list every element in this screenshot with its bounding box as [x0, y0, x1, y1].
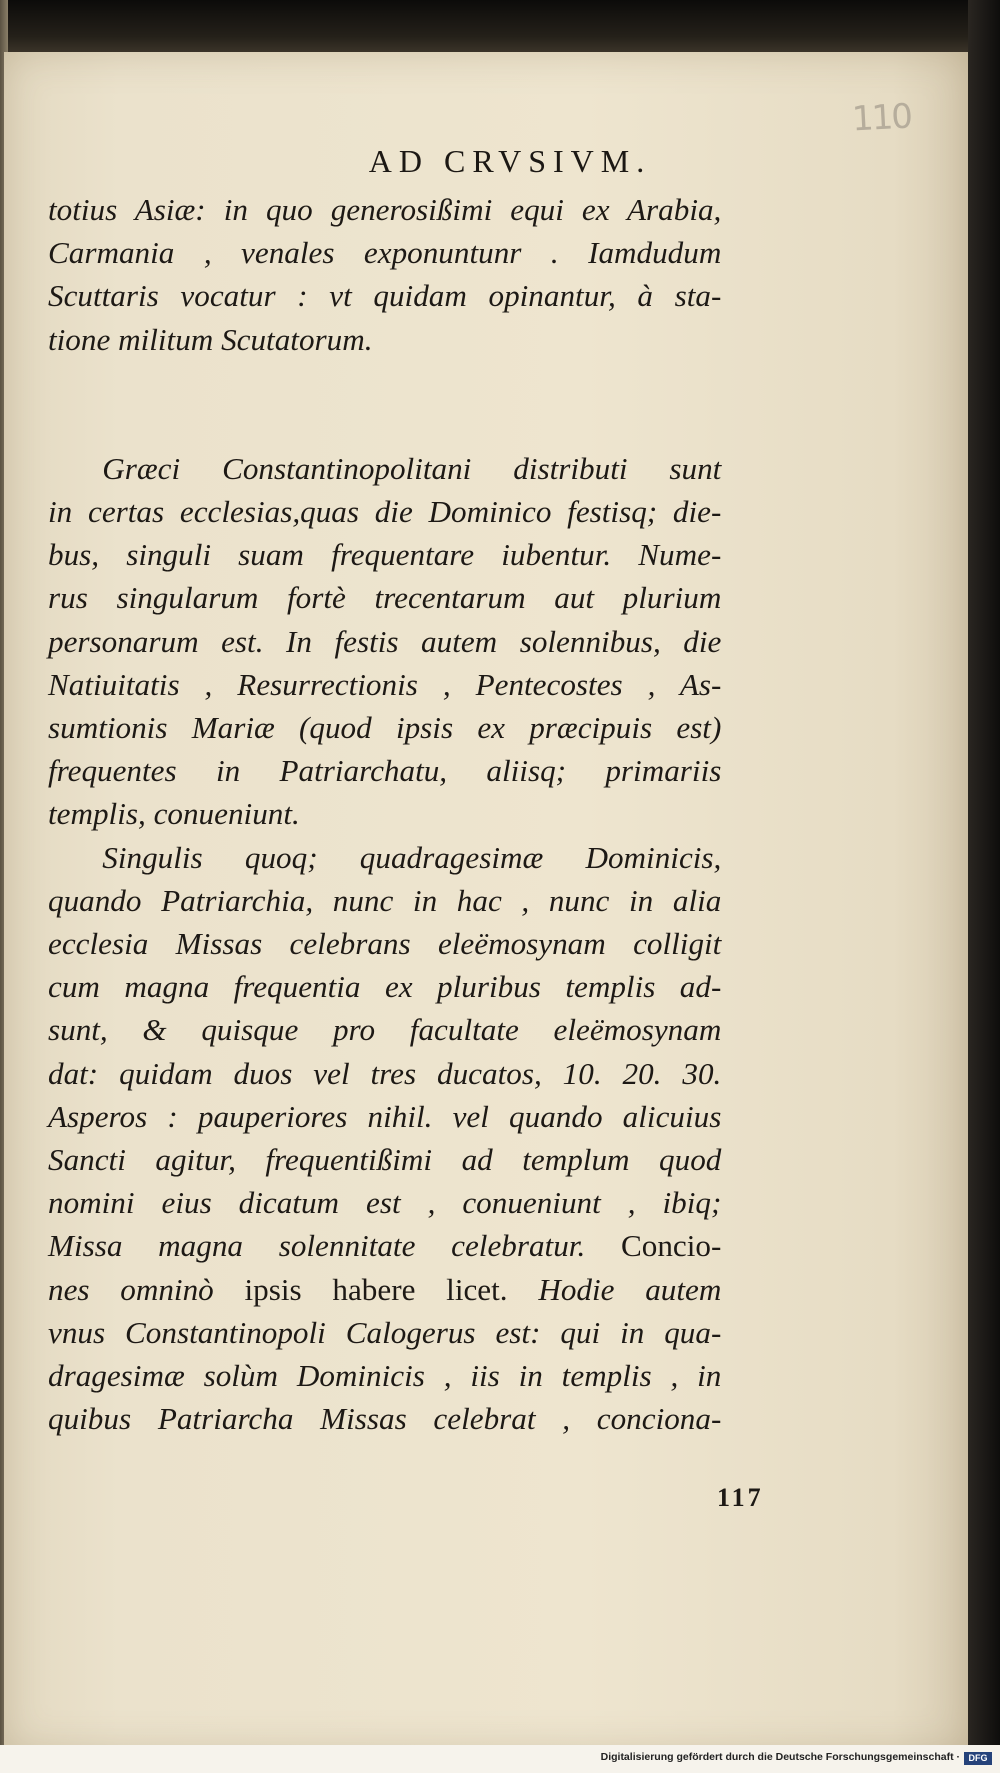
footer-credit: Digitalisierung gefördert durch die Deutsche Forschungsgemeinschaft · — [600, 1751, 960, 1763]
text-line: ecclesia Missas celebrans eleëmosynam colligit — [48, 926, 722, 962]
text-segment — [48, 1272, 214, 1307]
text-line: quando Patriarchia, nunc in hac , nunc in alia — [48, 882, 722, 918]
body-text — [48, 188, 721, 1440]
text-line: templis, conueniunt. — [48, 796, 300, 832]
text-line: Carmania , venales exponuntunr . Iamdudum — [48, 235, 722, 271]
text-line-mixed — [48, 1268, 721, 1311]
text-line: quibus Patriarcha Missas celebrat , conciona- — [48, 1401, 722, 1437]
text-line: Sancti agitur, frequentißimi ad templum quod — [48, 1142, 722, 1178]
text-line: nomini eius dicatum est , conueniunt , ibiq; — [48, 1185, 722, 1221]
text-segment-roman: ipsis habere licet. — [244, 1271, 508, 1307]
text-line: vnus Constantinopoli Calogerus est: qui in qua- — [48, 1314, 722, 1350]
paragraph-gap — [48, 361, 721, 447]
text-line: sunt, & quisque pro facultate eleëmosynam — [48, 1012, 722, 1048]
running-head: AD CRVSIVM. — [368, 143, 652, 179]
pencil-folio-number: 110 — [850, 96, 912, 140]
text-line: rus singularum fortè trecentarum aut plurium — [48, 580, 722, 616]
text-line: Singulis quoq; quadragesimæ Dominicis, — [102, 839, 722, 875]
text-line: Asperos : pauperiores nihil. vel quando alicuius — [48, 1098, 722, 1134]
scan-right-edge — [968, 0, 1000, 1760]
text-line: dat: quidam duos vel tres ducatos, 10. 20. 30. — [48, 1055, 722, 1091]
text-line: Natiuitatis , Resurrectionis , Pentecostes , As- — [48, 666, 722, 702]
scan-top-edge — [0, 0, 1000, 52]
text-line: Scuttaris vocatur : vt quidam opinantur, à sta- — [48, 278, 722, 314]
text-segment: Missa magna solennitate celebratur. — [48, 1228, 586, 1264]
text-line: cum magna frequentia ex pluribus templis ad- — [48, 969, 722, 1005]
text-line: tione militum Scutatorum. — [48, 321, 373, 357]
text-line: totius Asiæ: in quo generosißimi equi ex Arabia, — [48, 192, 722, 227]
signature-mark: 117 — [717, 1483, 764, 1512]
dfg-logo-icon: DFG — [964, 1752, 992, 1765]
text-line: Græci Constantinopolitani distributi sunt — [102, 450, 722, 486]
text-line: dragesimæ solùm Dominicis , iis in templis , in — [48, 1358, 722, 1394]
text-segment-italic: nes omninò — [48, 1271, 214, 1307]
text-segment-roman: Concio- — [620, 1228, 722, 1264]
text-line: frequentes in Patriarchatu, aliisq; primariis — [48, 753, 722, 789]
text-line-mixed — [48, 1224, 721, 1267]
text-line: bus, singuli suam frequentare iubentur. Nume- — [48, 537, 722, 573]
text-segment-italic: Hodie autem — [538, 1271, 722, 1307]
text-line: sumtionis Mariæ (quod ipsis ex præcipuis est) — [48, 710, 722, 746]
text-line: in certas ecclesias,quas die Dominico festisq; die- — [48, 494, 722, 530]
text-line: personarum est. In festis autem solennibus, die — [48, 623, 722, 659]
